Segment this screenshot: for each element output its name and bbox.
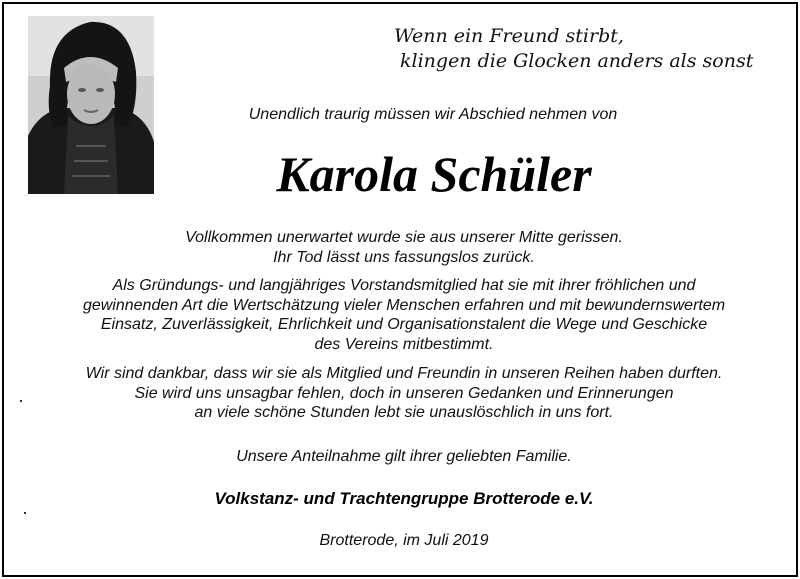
organization-signature: Volkstanz- und Trachtengruppe Brotterode e.V.	[214, 489, 594, 508]
obituary-frame	[2, 2, 798, 577]
paragraph-line: Unsere Anteilnahme gilt ihrer geliebten Familie.	[236, 448, 572, 465]
paragraph-line: des Vereins mitbestimmt.	[314, 335, 494, 353]
paragraph-line: an viele schöne Stunden lebt sie unauslöschlich in uns fort.	[194, 404, 614, 421]
portrait-photo	[28, 16, 154, 194]
print-speck	[20, 400, 22, 402]
paragraph-line: Einsatz, Zuverlässigkeit, Ehrlichkeit und Organisationstalent die Wege und Geschicke	[100, 316, 708, 333]
memorial-quote	[394, 24, 794, 74]
paragraph-4	[24, 447, 784, 467]
paragraph-line: Sie wird uns unsagbar fehlen, doch in unseren Gedanken und Erinnerungen	[134, 384, 674, 402]
place-and-date: Brotterode, im Juli 2019	[319, 532, 489, 549]
paragraph-line: Wir sind dankbar, dass wir sie als Mitglied und Freundin in unseren Reihen haben durften.	[85, 365, 723, 382]
quote-line-2: klingen die Glocken anders als sonst	[400, 50, 754, 72]
paragraph-1	[24, 228, 784, 267]
paragraph-line: Ihr Tod lässt uns fassungslos zurück.	[273, 248, 535, 266]
quote-line-1: Wenn ein Freund stirbt,	[394, 25, 624, 47]
intro-text: Unendlich traurig müssen wir Abschied nehmen von	[248, 106, 618, 123]
paragraph-line: Vollkommen unerwartet wurde sie aus unserer Mitte gerissen.	[185, 229, 623, 246]
deceased-name: Karola Schüler	[276, 146, 592, 202]
paragraph-line: gewinnenden Art die Wertschätzung vieler Menschen erfahren und mit bewundernswertem	[82, 296, 726, 314]
paragraph-3	[24, 364, 784, 423]
paragraph-line: Als Gründungs- und langjähriges Vorstandsmitglied hat sie mit ihrer fröhlichen und	[112, 277, 696, 294]
print-speck	[24, 512, 26, 514]
paragraph-2	[24, 276, 784, 354]
